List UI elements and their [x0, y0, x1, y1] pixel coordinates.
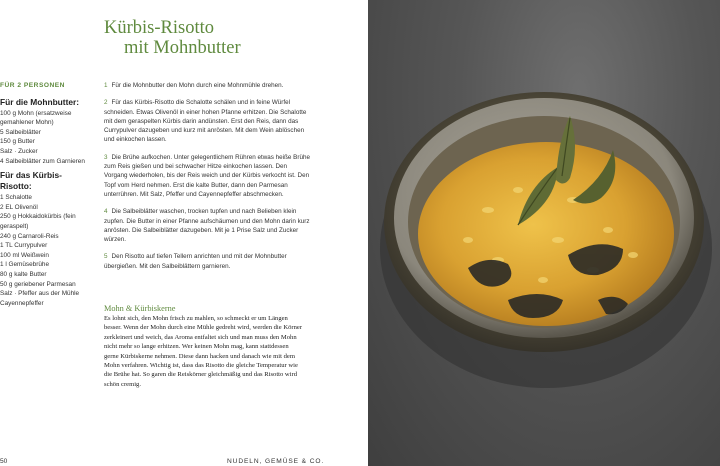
step-text: Die Brühe aufkochen. Unter gelegentlichem Rühren etwas heiße Brühe zum Reis gießen und bei schwacher Hitze einkochen lassen. Den Vorgang wiederholen, bis der Reis weich und der Kürbis verkocht ist. Den Topf vom Herd nehmen. Erst die kalte Butter, dann den Parmesan unterrühren. Mit Salz, Pfeffer und Cayennepfeffer abschmecken. [104, 153, 310, 198]
risotto-bowl-illustration [368, 0, 720, 466]
step-number: 5 [104, 253, 108, 261]
ingredient-item: Salz · Pfeffer aus der Mühle [0, 290, 80, 298]
ingredient-group-heading: Für die Mohnbutter: [0, 96, 80, 107]
tip-heading: Mohn & Kürbiskerne [104, 304, 176, 313]
ingredient-item: gemahlener Mohn) [0, 119, 54, 127]
tip-text: Es lohnt sich, den Mohn frisch zu mahlen, so schmeckt er um Längen besser. Wenn der Mohn durch eine Mühle gedreht wird, werden die Körner zerkleinert und weich, das Aroma entfaltet sich und man muss den Mohn nicht mehr so lange erhitzen. Wer keinen Mohn mag, kann stattdessen gerne Kürbiskerne nehmen. Diese dann hacken und danach wie mit dem Mohn verfahren. Wichtig ist, dass das Risotto die gleiche Temperatur wie die Brühe hat. So garen die Reiskörner gleichmäßig und das Risotto wird schön cremig. [104, 315, 303, 388]
step-2 [104, 98, 310, 144]
ingredient-item: 50 g geriebener Parmesan [0, 280, 76, 288]
ingredient-group-risotto [0, 170, 90, 308]
chapter-footer: NUDELN, GEMÜSE & CO. [227, 458, 325, 465]
ingredient-group-heading: Für das Kürbis-Risotto: [0, 170, 62, 192]
recipe-title [104, 18, 241, 58]
step-text: Die Salbeiblätter waschen, trocken tupfen und nach Belieben klein zupfen. Die Butter in einer Pfanne aufschäumen und den Mohn darin kurz anrösten. Die Salbeiblätter dazugeben. Mit je 1 Prise Salz und Zucker würzen. [104, 208, 310, 244]
ingredient-group-mohnbutter [0, 97, 90, 167]
step-text: Für die Mohnbutter den Mohn durch eine Mohnmühle drehen. [111, 82, 284, 89]
step-text: Den Risotto auf tiefen Tellern anrichten und mit der Mohnbutter übergießen. Mit den Salbeiblättern garnieren. [104, 253, 287, 270]
ingredient-item: Cayennepfeffer [0, 299, 44, 307]
step-number: 1 [104, 82, 108, 89]
ingredient-item: geraspelt) [0, 222, 29, 230]
step-number: 4 [104, 208, 108, 216]
risotto-photo [368, 0, 720, 466]
ingredient-item: 150 g Butter [0, 138, 35, 146]
ingredient-item: 1 l Gemüsebrühe [0, 261, 50, 269]
title-line-2: mit Mohnbutter [124, 38, 241, 58]
ingredient-item: 5 Salbeiblätter [0, 128, 41, 136]
ingredient-item: 2 EL Olivenöl [0, 203, 38, 211]
ingredient-item: 250 g Hokkaidokürbis (fein [0, 213, 76, 221]
step-text: Für das Kürbis-Risotto die Schalotte schälen und in feine Würfel schneiden. Etwas Olivenöl in einer hohen Pfanne erhitzen. Die Schalotte mit dem geraspelten Kürbis darin andünsten. Erst den Reis, dann das Currypulver dazugeben und kurz mit anrösten. Mit dem Wein ablöschen und einkochen lassen. [104, 99, 307, 144]
step-5 [104, 252, 310, 271]
step-4 [104, 207, 310, 244]
ingredient-item: Salz · Zucker [0, 147, 38, 155]
ingredient-item: 1 Schalotte [0, 194, 32, 202]
title-line-1: Kürbis-Risotto [104, 18, 214, 38]
page-number: 50 [0, 458, 8, 465]
step-1 [104, 81, 310, 90]
ingredient-item: 240 g Carnaroli-Reis [0, 232, 59, 240]
ingredient-item: 100 g Mohn (ersatzweise [0, 109, 72, 117]
steps-column [104, 81, 310, 279]
step-3 [104, 153, 310, 199]
step-number: 2 [104, 99, 108, 107]
portions-label: FÜR 2 PERSONEN [0, 82, 65, 89]
ingredient-item: 1 TL Currypulver [0, 242, 48, 250]
ingredient-item: 100 ml Weißwein [0, 251, 49, 259]
ingredient-item: 80 g kalte Butter [0, 270, 47, 278]
ingredients-column [0, 81, 90, 308]
ingredient-item: 4 Salbeiblätter zum Garnieren [0, 157, 85, 165]
step-number: 3 [104, 153, 108, 161]
